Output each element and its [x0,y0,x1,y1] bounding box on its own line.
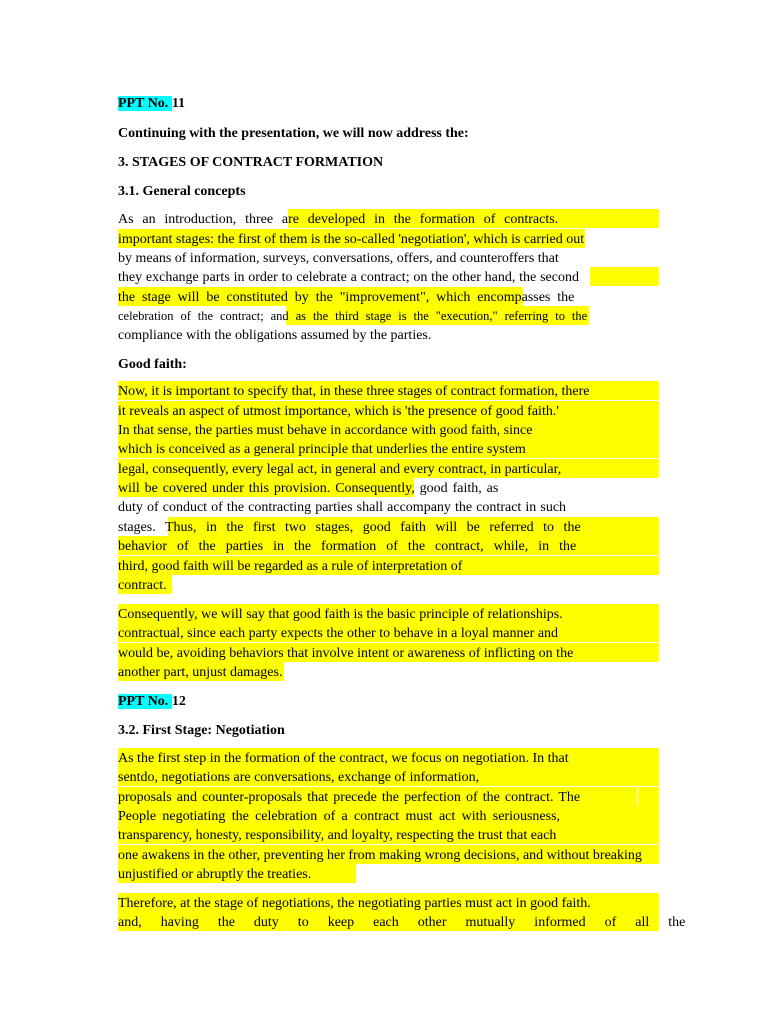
ppt-number: 12 [171,694,186,709]
paragraph-line: third, good faith will be regarded as a rule of interpretation of [118,559,463,574]
paragraph-line: would be, avoiding behaviors that involve intent or awareness of inflicting on the [118,646,574,661]
paragraph-line: and, having the duty to keep each other mutually informed of all the [118,915,686,930]
paragraph-line: important stages: the first of them is the so-called 'negotiation', which is carried out [118,232,585,247]
paragraph-line: proposals and counter-proposals that precede the perfection of the contract. The [118,790,581,805]
section-heading-3-1: 3.1. General concepts [118,184,246,199]
paragraph-line: contract. [118,578,167,593]
paragraph-line: it reveals an aspect of utmost importance, which is 'the presence of good faith.' [118,404,559,419]
paragraph-line: behavior of the parties in the formation of the contract, while, in the [118,539,577,554]
paragraph-line: sentdo, negotiations are conversations, exchange of information, [118,770,480,785]
paragraph-line: As the first step in the formation of the contract, we focus on negotiation. In that [118,751,569,766]
ppt-label-highlight: PPT No. [118,694,172,709]
highlight-bar [590,267,659,286]
paragraph-line: As an introduction, three are developed in the formation of contracts. [118,212,559,227]
good-faith-heading: Good faith: [118,357,187,372]
highlight-bar [638,787,659,806]
paragraph-line: duty of conduct of the contracting parties shall accompany the contract in such [118,500,567,515]
intro-line: Continuing with the presentation, we will now address the: [118,126,469,141]
paragraph-line: Consequently, we will say that good faith is the basic principle of relationships. [118,607,563,622]
paragraph-line: they exchange parts in order to celebrate a contract; on the other hand, the second [118,270,579,285]
paragraph-line: will be covered under this provision. Consequently, good faith, as [118,481,499,496]
paragraph-line: stages. Thus, in the first two stages, good faith will be referred to the [118,520,581,535]
paragraph-line: the stage will be constituted by the "improvement", which encompasses the [118,290,575,305]
section-heading-3-2: 3.2. First Stage: Negotiation [118,723,285,738]
paragraph-line: compliance with the obligations assumed by the parties. [118,328,432,343]
paragraph-line: People negotiating the celebration of a contract must act with seriousness, [118,809,561,824]
paragraph-line: legal, consequently, every legal act, in general and every contract, in particular, [118,462,562,477]
paragraph-line: transparency, honesty, responsibility, and loyalty, respecting the trust that each [118,828,557,843]
paragraph-line: Therefore, at the stage of negotiations, the negotiating parties must act in good faith. [118,896,591,911]
ppt-label-11 [118,95,185,112]
ppt-label-highlight: PPT No. [118,96,172,111]
paragraph-line: In that sense, the parties must behave in accordance with good faith, since [118,423,533,438]
paragraph-line: contractual, since each party expects the other to behave in a loyal manner and [118,626,559,641]
ppt-label-12 [118,693,186,710]
ppt-number: 11 [171,96,186,111]
paragraph-line: unjustified or abruptly the treaties. [118,867,312,882]
paragraph-line: another part, unjust damages. [118,665,283,680]
paragraph-line: Now, it is important to specify that, in these three stages of contract formation, there [118,384,590,399]
paragraph-line: celebration of the contract; and as the third stage is the "execution," referring to the [118,309,588,323]
paragraph-line: by means of information, surveys, conversations, offers, and counteroffers that [118,251,559,266]
paragraph-line: one awakens in the other, preventing her from making wrong decisions, and without breaking [118,848,642,863]
paragraph-line: which is conceived as a general principle that underlies the entire system [118,442,526,457]
section-heading-3: 3. STAGES OF CONTRACT FORMATION [118,155,384,170]
